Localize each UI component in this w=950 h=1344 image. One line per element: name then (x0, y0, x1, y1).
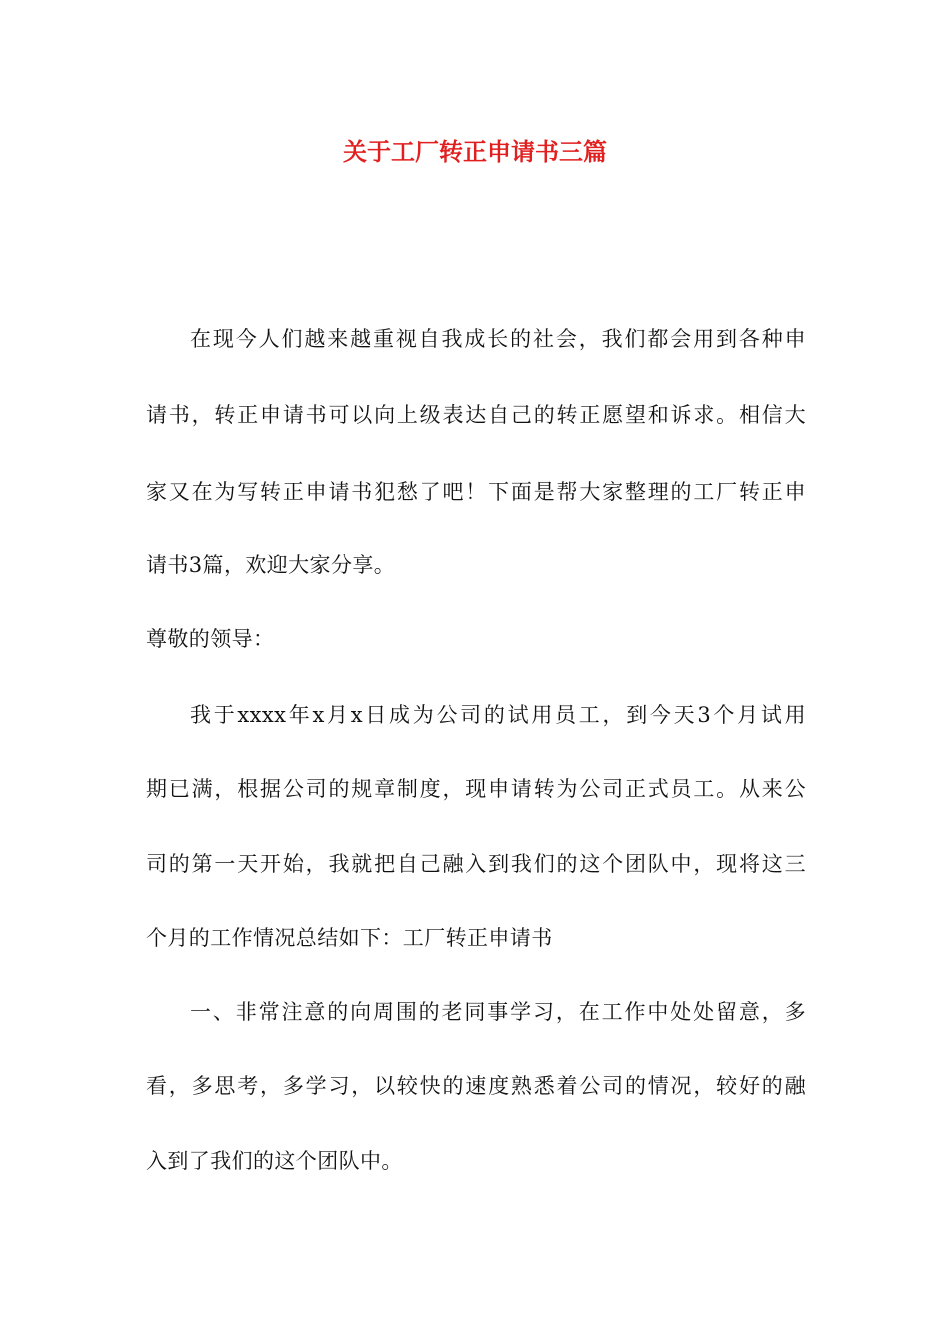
paragraph-line: 司的第一天开始，我就把自己融入到我们的这个团队中，现将这三 (146, 852, 806, 876)
salutation: 尊敬的领导： (146, 627, 275, 651)
paragraph-line: 请书，转正申请书可以向上级表达自己的转正愿望和诉求。相信大 (146, 403, 806, 427)
paragraph-line: 请书3篇，欢迎大家分享。 (146, 553, 396, 577)
paragraph-line: 我于xxxx年x月x日成为公司的试用员工，到今天3个月试用 (190, 703, 806, 727)
paragraph-line: 个月的工作情况总结如下：工厂转正申请书 (146, 926, 553, 950)
paragraph-line: 入到了我们的这个团队中。 (146, 1149, 403, 1173)
paragraph-line: 期已满，根据公司的规章制度，现申请转为公司正式员工。从来公 (146, 777, 806, 801)
paragraph-line: 在现今人们越来越重视自我成长的社会，我们都会用到各种申 (190, 327, 806, 351)
paragraph-line: 一、非常注意的向周围的老同事学习，在工作中处处留意，多 (190, 1000, 806, 1024)
paragraph-line: 看，多思考，多学习，以较快的速度熟悉着公司的情况，较好的融 (146, 1074, 806, 1098)
paragraph-line: 家又在为写转正申请书犯愁了吧！下面是帮大家整理的工厂转正申 (146, 480, 806, 504)
document-title: 关于工厂转正申请书三篇 (343, 138, 607, 166)
